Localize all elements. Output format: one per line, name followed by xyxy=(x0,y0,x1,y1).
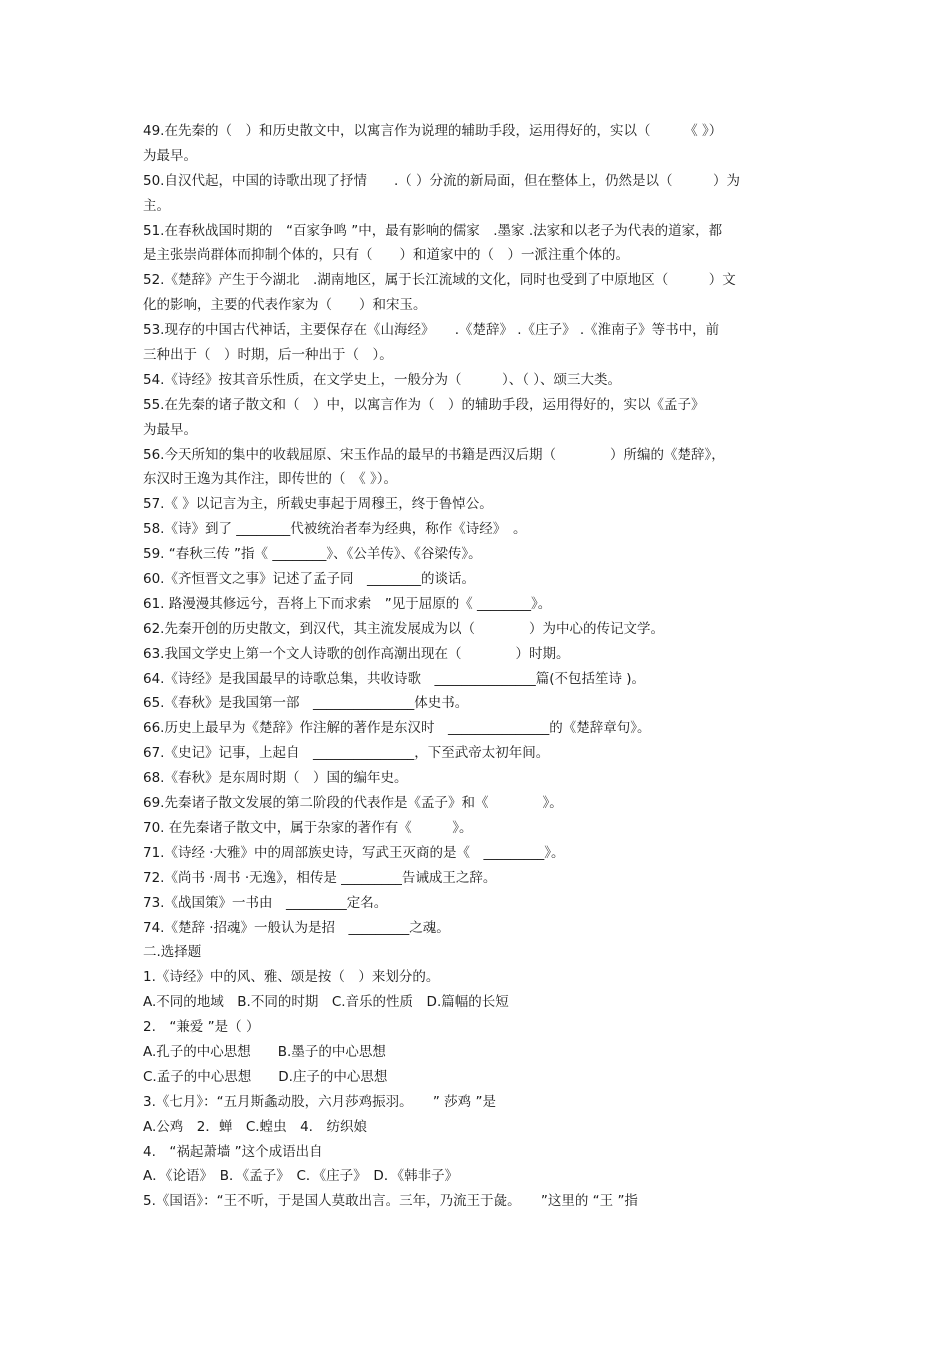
question-line: 5.《国语》：“王不听，于是国人莫敢出言。三年，乃流王于彘。 ”这里的 “王 ”指 xyxy=(143,1193,638,1210)
question-line: 3.《七月》：“五月斯螽动股，六月莎鸡振羽。 ” 莎鸡 ”是 xyxy=(143,1093,496,1110)
text-line: 为最早。 xyxy=(143,147,197,164)
text-line: 61. 路漫漫其修远兮，吾将上下而求索 ”见于屈原的《 ________》。 xyxy=(143,595,552,612)
text-line: 58.《诗》到了 ________代被统治者奉为经典，称作《诗经》 。 xyxy=(143,521,527,538)
text-line: 63.我国文学史上第一个文人诗歌的创作高潮出现在（ ）时期。 xyxy=(143,645,570,662)
text-line: 54.《诗经》按其音乐性质，在文学史上，一般分为（ ）、（ ）、颂三大类。 xyxy=(143,371,622,388)
text-line: 57.《 》以记言为主，所载史事起于周穆王，终于鲁悼公。 xyxy=(143,496,493,513)
section-heading: 二.选择题 xyxy=(143,944,202,961)
text-line: 64.《诗经》是我国最早的诗歌总集，共收诗歌 _______________篇(不包括笙诗 )。 xyxy=(143,670,646,687)
text-line: 主。 xyxy=(143,197,170,214)
text-line: 52.《楚辞》产生于今湖北 .湖南地区，属于长江流域的文化，同时也受到了中原地区（ ）文 xyxy=(143,272,736,289)
text-line: 为最早。 xyxy=(143,421,197,438)
text-line: 49.在先秦的（ ）和历史散文中，以寓言作为说理的辅助手段，运用得好的，实以（ 《 》） xyxy=(143,123,723,139)
option-line: C.孟子的中心思想 D.庄子的中心思想 xyxy=(143,1068,388,1085)
text-line: 55.在先秦的诸子散文和（ ）中，以寓言作为（ ）的辅助手段，运用得好的，实以《孟子》 xyxy=(143,396,705,413)
option-line: A．《论语》 B．《孟子》 C．《庄子》 D．《韩非子》 xyxy=(143,1168,459,1185)
text-line: 74.《楚辞 ·招魂》一般认为是招 _________之魂。 xyxy=(143,919,450,936)
text-line: 50.自汉代起，中国的诗歌出现了抒情 .（ ）分流的新局面，但在整体上，仍然是以（ ）为 xyxy=(143,172,741,189)
text-line: 56.今天所知的集中的收载屈原、宋玉作品的最早的书籍是西汉后期（ ）所编的《楚辞》， xyxy=(143,446,725,463)
text-line: 68.《春秋》是东周时期（ ）国的编年史。 xyxy=(143,770,408,787)
text-line: 东汉时王逸为其作注，即传世的（ 《 》）。 xyxy=(143,471,398,488)
question-line: 2. “兼爱 ”是（ ） xyxy=(143,1019,260,1036)
option-line: A.孔子的中心思想 B.墨子的中心思想 xyxy=(143,1043,386,1060)
text-line: 69.先秦诸子散文发展的第二阶段的代表作是《孟子》和《 》。 xyxy=(143,795,563,812)
option-line: A.公鸡 2．蝉 C.蝗虫 4. 纺织娘 xyxy=(143,1118,367,1135)
text-line: 66.历史上最早为《楚辞》作注解的著作是东汉时 _______________的《楚辞章句》。 xyxy=(143,720,651,737)
question-line: 4. “祸起萧墙 ”这个成语出自 xyxy=(143,1143,323,1160)
text-line: 三种出于（ ）时期，后一种出于（ ）。 xyxy=(143,347,393,364)
text-line: 70. 在先秦诸子散文中，属于杂家的著作有《 》。 xyxy=(143,819,473,836)
text-line: 71.《诗经 ·大雅》中的周部族史诗，写武王灭商的是《 _________》。 xyxy=(143,844,565,861)
document-page xyxy=(143,119,808,1214)
option-line: A.不同的地域 B.不同的时期 C.音乐的性质 D.篇幅的长短 xyxy=(143,994,509,1011)
question-line: 1.《诗经》中的风、雅、颂是按（ ）来划分的。 xyxy=(143,969,440,986)
text-line: 化的影响，主要的代表作家为（ ）和宋玉。 xyxy=(143,297,427,314)
text-line: 72.《尚书 ·周书 ·无逸》，相传是 _________告诫成王之辞。 xyxy=(143,869,497,886)
text-line: 51.在春秋战国时期的 “百家争鸣 ”中，最有影响的儒家 .墨家 .法家和以老子为代表的道家，都 xyxy=(143,222,723,239)
text-line: 60.《齐恒晋文之事》记述了孟子同 ________的谈话。 xyxy=(143,571,475,588)
text-line: 53.现存的中国古代神话，主要保存在《山海经》 .《楚辞》 .《庄子》 .《淮南子》等书中，前 xyxy=(143,322,720,339)
text-line: 67.《史记》记事，上起自 _______________，下至武帝太初年间。 xyxy=(143,745,550,762)
text-line: 65.《春秋》是我国第一部 _______________体史书。 xyxy=(143,695,469,712)
text-line: 62.先秦开创的历史散文，到汉代，其主流发展成为以（ ）为中心的传记文学。 xyxy=(143,620,664,637)
text-line: 是主张崇尚群体而抑制个体的，只有（ ）和道家中的（ ）一派注重个体的。 xyxy=(143,247,629,264)
text-line: 73.《战国策》一书由 _________定名。 xyxy=(143,894,388,911)
text-line: 59. “春秋三传 ”指《 ________》、《公羊传》、《谷梁传》。 xyxy=(143,546,482,563)
